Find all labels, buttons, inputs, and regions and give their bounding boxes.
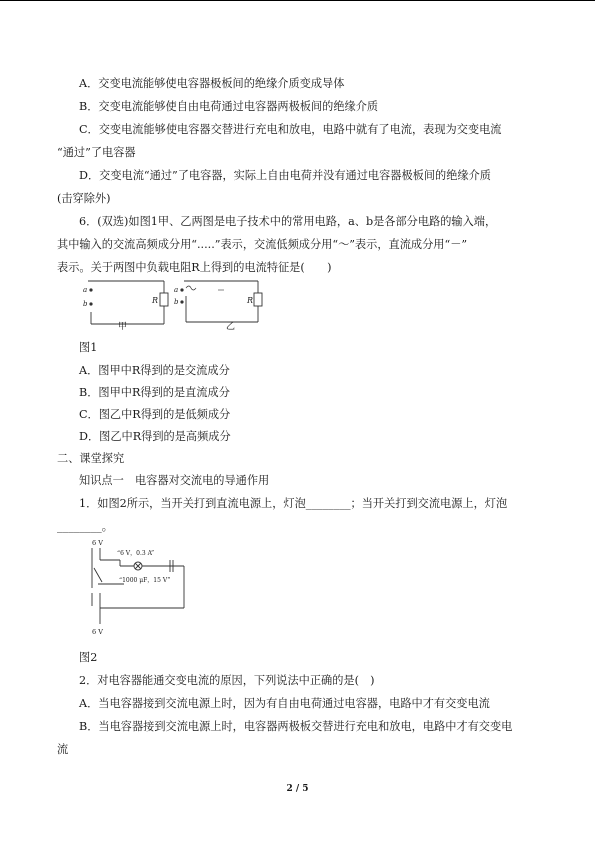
problem-1-line2: ________。 (57, 520, 113, 533)
figure-2-caption: 图2 (79, 651, 98, 664)
figure-jia-label: 甲 (118, 322, 128, 332)
terminal-b-dot (180, 300, 183, 303)
option-d-line1: D．交变电流“通过”了电容器，实际上自由电荷并没有通过电容器极板间的绝缘介质 (79, 169, 491, 182)
terminal-b-dot (89, 302, 92, 305)
label-a: a (83, 286, 88, 294)
q6-option-a: A．图甲中R得到的是交流成分 (79, 364, 230, 377)
figure-1-caption: 图1 (79, 341, 98, 354)
q6-option-c: C．图乙中R得到的是低频成分 (79, 408, 231, 421)
problem-2-option-b-line1: B．当电容器接到交流电源上时，电容器两极板交替进行充电和放电，电路中才有交变电 (79, 720, 513, 733)
q6-option-b: B．图甲中R得到的是直流成分 (79, 386, 230, 399)
terminal-a-dot (89, 288, 92, 291)
page-number: 2 / 5 (286, 784, 309, 794)
lamp-rating-label: “6 V，0.3 A” (117, 550, 155, 557)
problem-1-line1: 1．如图2所示，当开关打到直流电源上，灯泡________；当开关打到交流电源上，灯泡 (79, 497, 508, 510)
option-d-line2: (击穿除外) (57, 192, 111, 205)
option-b: B．交变电流能够使自由电荷通过电容器两极板间的绝缘介质 (79, 100, 379, 113)
section-heading: 二、课堂探究 (57, 452, 125, 465)
label-b: b (83, 300, 88, 308)
header-rule (0, 0, 595, 1)
question-6-line3: 表示。关于两图中负载电阻R上得到的电流特征是( ) (57, 261, 332, 274)
q6-option-d: D．图乙中R得到的是高频成分 (79, 430, 231, 443)
voltage-label-top: 6 V (92, 539, 103, 547)
resistor-label: R (247, 296, 254, 305)
option-a: A．交变电流能够使电容器极板间的绝缘介质变成导体 (79, 77, 345, 90)
label-b: b (174, 298, 179, 306)
option-c-line1: C．交变电流能够使电容器交替进行充电和放电，电路中就有了电流，表现为交变电流 (79, 123, 502, 136)
question-6-line1: 6．(双选)如图1甲、乙两图是电子技术中的常用电路，a、b是各部分电路的输入端， (79, 215, 497, 228)
capacitor-rating-label: “1000 μF，15 V” (119, 577, 171, 584)
figure-2-circuit (80, 538, 190, 638)
knowledge-point-title: 知识点一 电容器对交流电的导通作用 (79, 474, 270, 487)
label-a: a (174, 286, 179, 294)
figure-yi-label: 乙 (226, 322, 236, 332)
problem-2-option-a: A．当电容器接到交流电源上时，因为有自由电荷通过电容器，电路中才有交变电流 (79, 697, 490, 710)
problem-2-stem: 2．对电容器能通交变电流的原因，下列说法中正确的是( ) (79, 674, 375, 687)
terminal-a-dot (180, 288, 183, 291)
voltage-label-bottom: 6 V (92, 628, 103, 636)
problem-2-option-b-line2: 流 (57, 743, 69, 756)
resistor-label: R (152, 296, 159, 305)
option-c-line2: “通过”了电容器 (57, 146, 136, 159)
question-6-line2: 其中输入的交流高频成分用“.....”表示，交流低频成分用“～”表示，直流成分用“－” (57, 238, 468, 251)
figure-1-circuits (78, 278, 268, 333)
